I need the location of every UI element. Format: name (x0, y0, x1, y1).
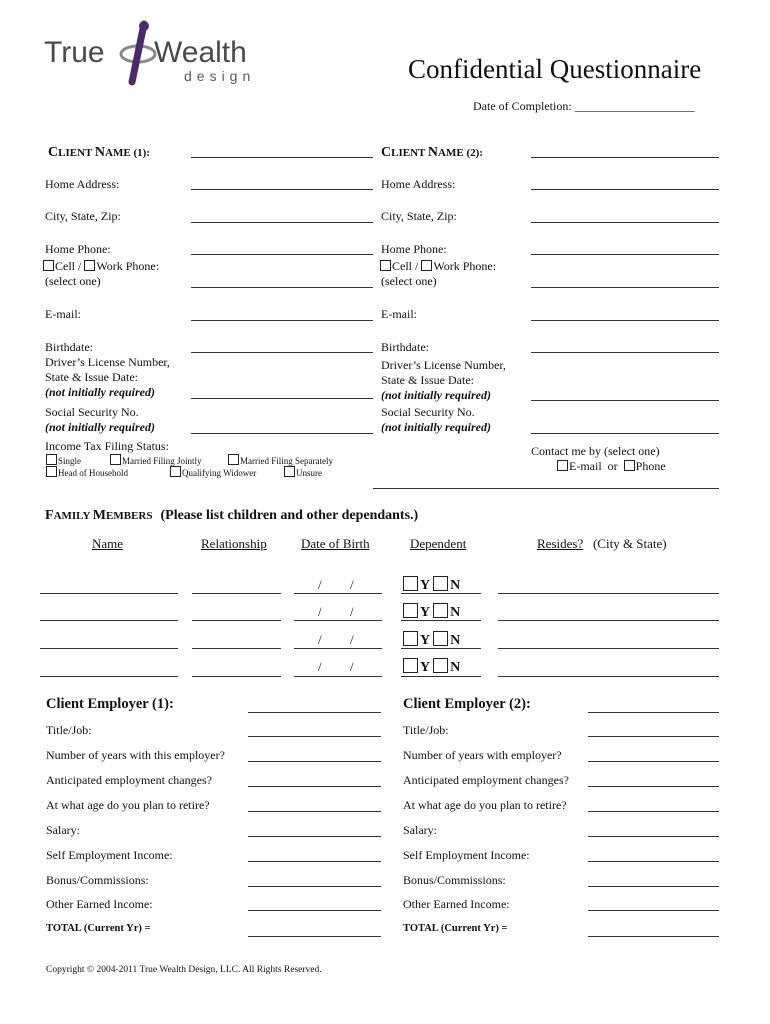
e1-salary-label: Salary: (46, 823, 80, 837)
dependent-yn: Y N (403, 576, 460, 594)
dependent-line (401, 648, 481, 649)
tax-mfs[interactable]: Married Filing Separately (228, 454, 333, 466)
tax-hoh[interactable]: Head of Household (46, 466, 128, 478)
c1-email-label: E-mail: (45, 307, 81, 321)
contact-options: E-mail or Phone (557, 459, 666, 474)
e2-total-label: TOTAL (Current Yr) = (403, 923, 508, 934)
c2-cell-checkbox[interactable] (380, 260, 391, 271)
c1-cell-work-field[interactable] (191, 287, 373, 288)
c2-cell-work-field[interactable] (531, 287, 719, 288)
logo-mark-icon (118, 20, 158, 86)
logo-design: design (184, 68, 256, 84)
e1-heading-field[interactable] (248, 712, 381, 713)
e1-salary-field[interactable] (248, 836, 381, 837)
c1-home-phone-label: Home Phone: (45, 242, 111, 256)
e2-title-field[interactable] (588, 736, 719, 737)
c2-birthdate-label: Birthdate: (381, 340, 429, 354)
employer-1-heading: Client Employer (1): (46, 696, 174, 712)
e1-total-label: TOTAL (Current Yr) = (46, 923, 151, 934)
c1-license-field[interactable] (191, 398, 373, 399)
c1-select-one: (select one) (45, 274, 101, 288)
family-name-field[interactable] (40, 648, 178, 649)
e1-years-label: Number of years with this employer? (46, 748, 225, 762)
e2-total-field[interactable] (588, 936, 719, 937)
dependent-yn: Y N (403, 603, 460, 621)
family-relationship-field[interactable] (192, 648, 281, 649)
e1-retire-label: At what age do you plan to retire? (46, 798, 210, 812)
e2-changes-label: Anticipated employment changes? (403, 773, 569, 787)
dependent-no-checkbox[interactable] (433, 576, 448, 591)
c1-ssn-not-required: (not initially required) (45, 420, 156, 434)
dob-slash-1: / (318, 632, 322, 647)
dob-slash-2: / (350, 659, 354, 674)
c1-license-label: Driver’s License Number, (45, 355, 170, 369)
c2-license-label: Driver’s License Number, (381, 358, 506, 372)
c2-email-label: E-mail: (381, 307, 417, 321)
dob-slash-2: / (350, 577, 354, 592)
c2-home-address-field[interactable] (531, 189, 719, 190)
e2-title-label: Title/Job: (403, 723, 449, 737)
c2-not-required: (not initially required) (381, 388, 492, 402)
e1-total-field[interactable] (248, 936, 381, 937)
dependent-yn: Y N (403, 631, 460, 649)
c2-birthdate-field[interactable] (531, 352, 719, 353)
c1-city-label: City, State, Zip: (45, 209, 121, 223)
family-relationship-field[interactable] (192, 620, 281, 621)
page-title: Confidential Questionnaire (408, 54, 702, 84)
c2-work-checkbox[interactable] (421, 260, 432, 271)
family-dob-field[interactable] (294, 593, 382, 594)
tax-single[interactable]: Single (46, 454, 81, 466)
family-resides-field[interactable] (498, 676, 719, 677)
col-relationship: Relationship (201, 536, 267, 551)
c1-cell-checkbox[interactable] (43, 260, 54, 271)
e2-other-field[interactable] (588, 910, 719, 911)
employer-2-heading: Client Employer (2): (403, 696, 531, 712)
logo-wealth: Wealth (154, 36, 247, 69)
tax-qw[interactable]: Qualifying Widower (170, 466, 256, 478)
family-heading: FAMILY MEMBERS (Please list children and other dependants.) (45, 508, 419, 523)
c2-home-phone-label: Home Phone: (381, 242, 447, 256)
c1-phone-type: Cell / Work Phone: (43, 259, 159, 274)
c1-birthdate-label: Birthdate: (45, 340, 93, 354)
c2-phone-type: Cell / Work Phone: (380, 259, 496, 274)
e1-changes-label: Anticipated employment changes? (46, 773, 212, 787)
e1-title-label: Title/Job: (46, 723, 92, 737)
c1-state-issue-label: State & Issue Date: (45, 370, 138, 384)
c1-home-address-field[interactable] (191, 189, 373, 190)
c1-ssn-label: Social Security No. (45, 405, 139, 419)
tax-mfj[interactable]: Married Filing Jointly (110, 454, 202, 466)
c2-city-label: City, State, Zip: (381, 209, 457, 223)
family-name-field[interactable] (40, 676, 178, 677)
e2-heading-field[interactable] (588, 712, 719, 713)
logo (44, 20, 264, 90)
dob-slash-2: / (350, 632, 354, 647)
dependent-line (401, 620, 481, 621)
c2-select-one: (select one) (381, 274, 437, 288)
dependent-no-checkbox[interactable] (433, 603, 448, 618)
e1-changes-field[interactable] (248, 786, 381, 787)
family-relationship-field[interactable] (192, 593, 281, 594)
e2-bonus-label: Bonus/Commissions: (403, 873, 506, 887)
dependent-yes-checkbox[interactable] (403, 603, 418, 618)
c2-state-issue-label: State & Issue Date: (381, 373, 474, 387)
e2-retire-field[interactable] (588, 811, 719, 812)
e2-years-label: Number of years with employer? (403, 748, 562, 762)
c1-home-address-label: Home Address: (45, 177, 120, 191)
c1-birthdate-field[interactable] (191, 352, 373, 353)
c2-city-field[interactable] (531, 222, 719, 223)
client-2-heading: CLIENT NAME (2): (381, 145, 483, 160)
c2-email-field[interactable] (531, 320, 719, 321)
e1-years-field[interactable] (248, 761, 381, 762)
dob-slash-1: / (318, 604, 322, 619)
contact-field[interactable] (373, 488, 719, 489)
c1-work-checkbox[interactable] (84, 260, 95, 271)
c2-home-address-label: Home Address: (381, 177, 456, 191)
dob-slash-1: / (318, 659, 322, 674)
e2-retire-label: At what age do you plan to retire? (403, 798, 567, 812)
e2-changes-field[interactable] (588, 786, 719, 787)
family-dob-field[interactable] (294, 620, 382, 621)
c2-name-field[interactable] (531, 157, 719, 158)
e2-bonus-field[interactable] (588, 886, 719, 887)
e1-retire-field[interactable] (248, 811, 381, 812)
e2-salary-label: Salary: (403, 823, 437, 837)
family-dob-field[interactable] (294, 676, 382, 677)
e2-years-field[interactable] (588, 761, 719, 762)
e1-bonus-label: Bonus/Commissions: (46, 873, 149, 887)
family-relationship-field[interactable] (192, 676, 281, 677)
c1-city-field[interactable] (191, 222, 373, 223)
col-dependent: Dependent (410, 536, 467, 551)
c2-home-phone-field[interactable] (531, 254, 719, 255)
family-dob-field[interactable] (294, 648, 382, 649)
dependent-yes-checkbox[interactable] (403, 631, 418, 646)
contact-phone-checkbox[interactable] (624, 460, 635, 471)
family-resides-field[interactable] (498, 620, 719, 621)
copyright: Copyright © 2004-2011 True Wealth Design, LLC. All Rights Reserved. (46, 965, 322, 975)
e1-other-label: Other Earned Income: (46, 897, 153, 911)
e1-title-field[interactable] (248, 736, 381, 737)
e2-salary-field[interactable] (588, 836, 719, 837)
logo-true: True (44, 36, 105, 69)
c2-ssn-label: Social Security No. (381, 405, 475, 419)
client-1-heading: CLIENT NAME (1): (48, 145, 150, 160)
dependent-line (401, 593, 481, 594)
c2-license-field[interactable] (531, 400, 719, 401)
c2-ssn-not-required: (not initially required) (381, 420, 492, 434)
dependent-no-checkbox[interactable] (433, 631, 448, 646)
dob-slash-2: / (350, 604, 354, 619)
contact-label: Contact me by (select one) (531, 444, 660, 458)
e1-self-field[interactable] (248, 861, 381, 862)
col-name: Name (92, 536, 124, 551)
family-name-field[interactable] (40, 593, 178, 594)
e2-self-field[interactable] (588, 861, 719, 862)
date-of-completion: Date of Completion: ____________________ (473, 99, 695, 113)
col-resides: Resides? (City & State) (537, 536, 667, 551)
dependent-yes-checkbox[interactable] (403, 576, 418, 591)
family-resides-field[interactable] (498, 593, 719, 594)
col-dob: Date of Birth (301, 536, 370, 551)
contact-email-checkbox[interactable] (557, 460, 568, 471)
e1-other-field[interactable] (248, 910, 381, 911)
family-resides-field[interactable] (498, 648, 719, 649)
c1-not-required: (not initially required) (45, 385, 156, 399)
e1-self-label: Self Employment Income: (46, 848, 173, 862)
tax-unsure[interactable]: Unsure (284, 466, 322, 478)
c1-home-phone-field[interactable] (191, 254, 373, 255)
dob-slash-1: / (318, 577, 322, 592)
tax-status-label: Income Tax Filing Status: (45, 439, 169, 453)
c1-email-field[interactable] (191, 320, 373, 321)
e2-other-label: Other Earned Income: (403, 897, 510, 911)
dependent-line (401, 676, 481, 677)
family-name-field[interactable] (40, 620, 178, 621)
c1-ssn-field[interactable] (191, 433, 373, 434)
dependent-no-checkbox[interactable] (433, 658, 448, 673)
e1-bonus-field[interactable] (248, 886, 381, 887)
c1-name-field[interactable] (191, 157, 373, 158)
dependent-yes-checkbox[interactable] (403, 658, 418, 673)
e2-self-label: Self Employment Income: (403, 848, 530, 862)
dependent-yn: Y N (403, 658, 460, 676)
c2-ssn-field[interactable] (531, 433, 719, 434)
